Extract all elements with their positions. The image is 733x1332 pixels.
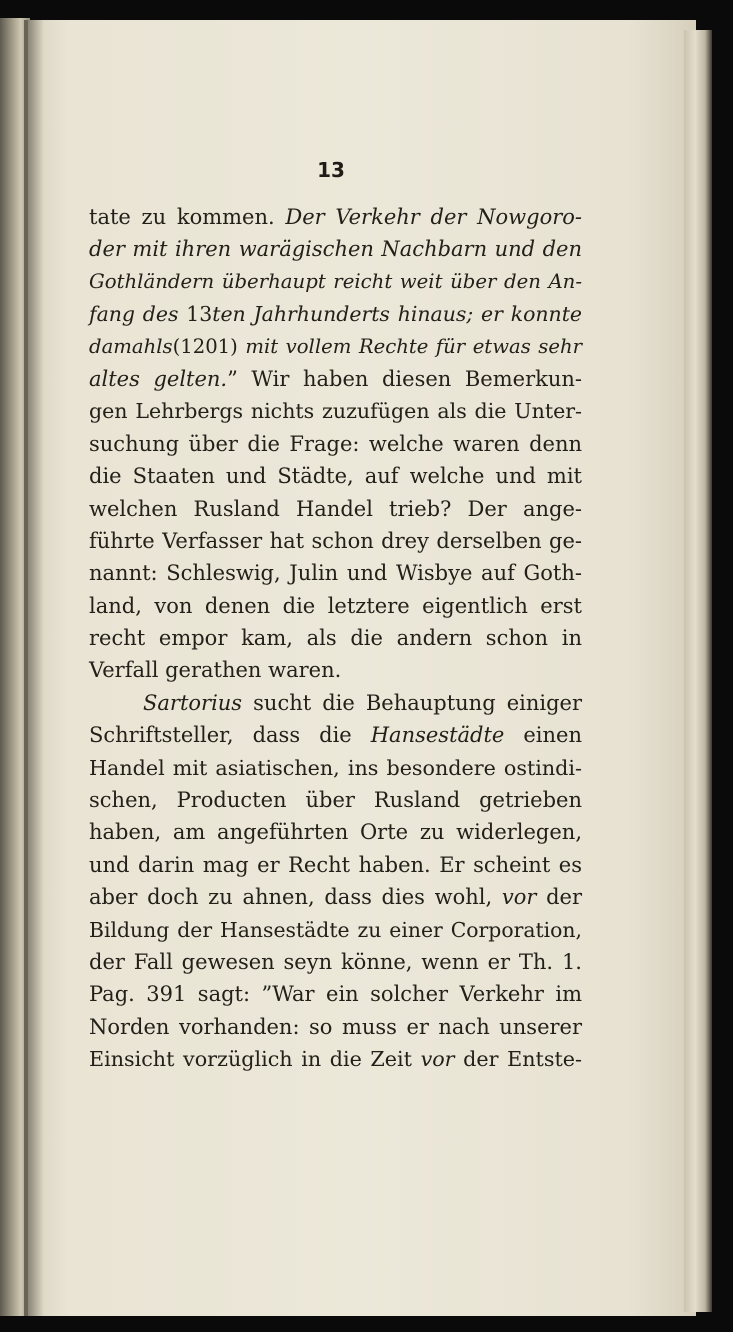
body-text: welchen Rusland Handel trieb? Der ange- xyxy=(89,496,582,521)
text-line xyxy=(89,460,582,492)
italic-text: fang des xyxy=(89,302,187,327)
italic-text: altes gelten. xyxy=(89,366,228,391)
body-text: einen xyxy=(504,723,582,748)
body-text: führte Verfasser hat schon drey derselben ge- xyxy=(89,528,582,553)
text-line xyxy=(89,946,582,978)
text-line xyxy=(89,525,582,557)
body-text: ” Wir haben diesen Bemerkun- xyxy=(227,366,582,391)
text-line xyxy=(89,233,582,265)
italic-text: der mit ihren warägischen Nachbarn und den xyxy=(89,237,582,262)
italic-text: damahls xyxy=(89,334,173,358)
body-text: land, von denen die letztere eigentlich erst xyxy=(89,593,582,618)
text-line xyxy=(89,363,582,395)
body-text: Verfall gerathen waren. xyxy=(89,658,342,683)
body-text: (1201) xyxy=(172,334,238,358)
text-line xyxy=(89,590,582,622)
italic-text: Hansestädte xyxy=(370,723,505,748)
spine-shadow xyxy=(24,20,44,1316)
italic-text: Der Verkehr der Nowgoro- xyxy=(285,205,582,229)
text-line xyxy=(89,201,582,233)
text-line xyxy=(89,914,582,946)
italic-text: Gothländern überhaupt reicht weit über den An- xyxy=(89,269,582,293)
body-text: recht empor kam, als die andern schon in xyxy=(89,626,582,651)
text-line xyxy=(89,784,582,816)
italic-text: ten Jahrhunderts hinaus; er konnte xyxy=(212,302,583,327)
body-text: die Staaten und Städte, auf welche und mit xyxy=(89,464,582,489)
body-text: haben, am angeführten Orte zu widerlegen, xyxy=(89,820,582,845)
italic-text: mit vollem Rechte für etwas sehr xyxy=(237,334,582,358)
body-text: und darin mag er Recht haben. Er scheint es xyxy=(89,852,582,877)
text-line xyxy=(89,1011,582,1043)
body-text: tate zu kommen. xyxy=(89,205,286,229)
text-line xyxy=(89,719,582,751)
text-line xyxy=(89,493,582,525)
body-text: Norden vorhanden: so muss er nach unserer xyxy=(89,1014,582,1039)
text-line xyxy=(89,428,582,460)
italic-text: vor xyxy=(420,1047,455,1072)
body-text: suchung über die Frage: welche waren denn xyxy=(89,431,582,456)
body-text: nannt: Schleswig, Julin und Wisbye auf Goth- xyxy=(89,561,582,586)
body-text: Handel mit asiatischen, ins besondere ostindi- xyxy=(89,755,582,780)
text-line xyxy=(89,1043,582,1075)
body-text: der Fall gewesen seyn könne, wenn er Th. 1. xyxy=(89,949,582,974)
text-line xyxy=(89,881,582,913)
body-text: Bildung der Hansestädte zu einer Corporation, xyxy=(89,917,582,942)
right-fore-edge xyxy=(684,30,712,1312)
body-text: gen Lehrbergs nichts zuzufügen als die Unter- xyxy=(89,399,582,424)
text-line xyxy=(89,266,582,298)
text-line xyxy=(89,395,582,427)
italic-text: Sartorius xyxy=(143,690,243,715)
body-text: schen, Producten über Rusland getrieben xyxy=(89,788,582,813)
text-line xyxy=(89,622,582,654)
body-text: der Entste- xyxy=(454,1047,582,1072)
body-text: Schriftsteller, dass die xyxy=(89,723,371,748)
italic-text: vor xyxy=(501,885,537,910)
text-line xyxy=(89,298,582,330)
text-block xyxy=(89,201,582,1076)
body-text: Einsicht vorzüglich in die Zeit xyxy=(89,1047,421,1072)
text-line xyxy=(89,331,582,363)
text-line xyxy=(89,687,582,719)
body-text: 13 xyxy=(186,302,213,327)
text-line xyxy=(89,849,582,881)
body-text: sucht die Behauptung einiger xyxy=(242,690,582,715)
body-text: aber doch zu ahnen, dass dies wohl, xyxy=(89,885,502,910)
text-line xyxy=(89,654,582,686)
text-line xyxy=(89,816,582,848)
body-text: Pag. 391 sagt: ”War ein solcher Verkehr im xyxy=(89,982,582,1007)
page-number: 13 xyxy=(317,158,345,182)
text-line xyxy=(89,752,582,784)
text-line xyxy=(89,978,582,1010)
text-line xyxy=(89,557,582,589)
book-page xyxy=(28,20,696,1316)
body-text: der xyxy=(536,885,582,910)
